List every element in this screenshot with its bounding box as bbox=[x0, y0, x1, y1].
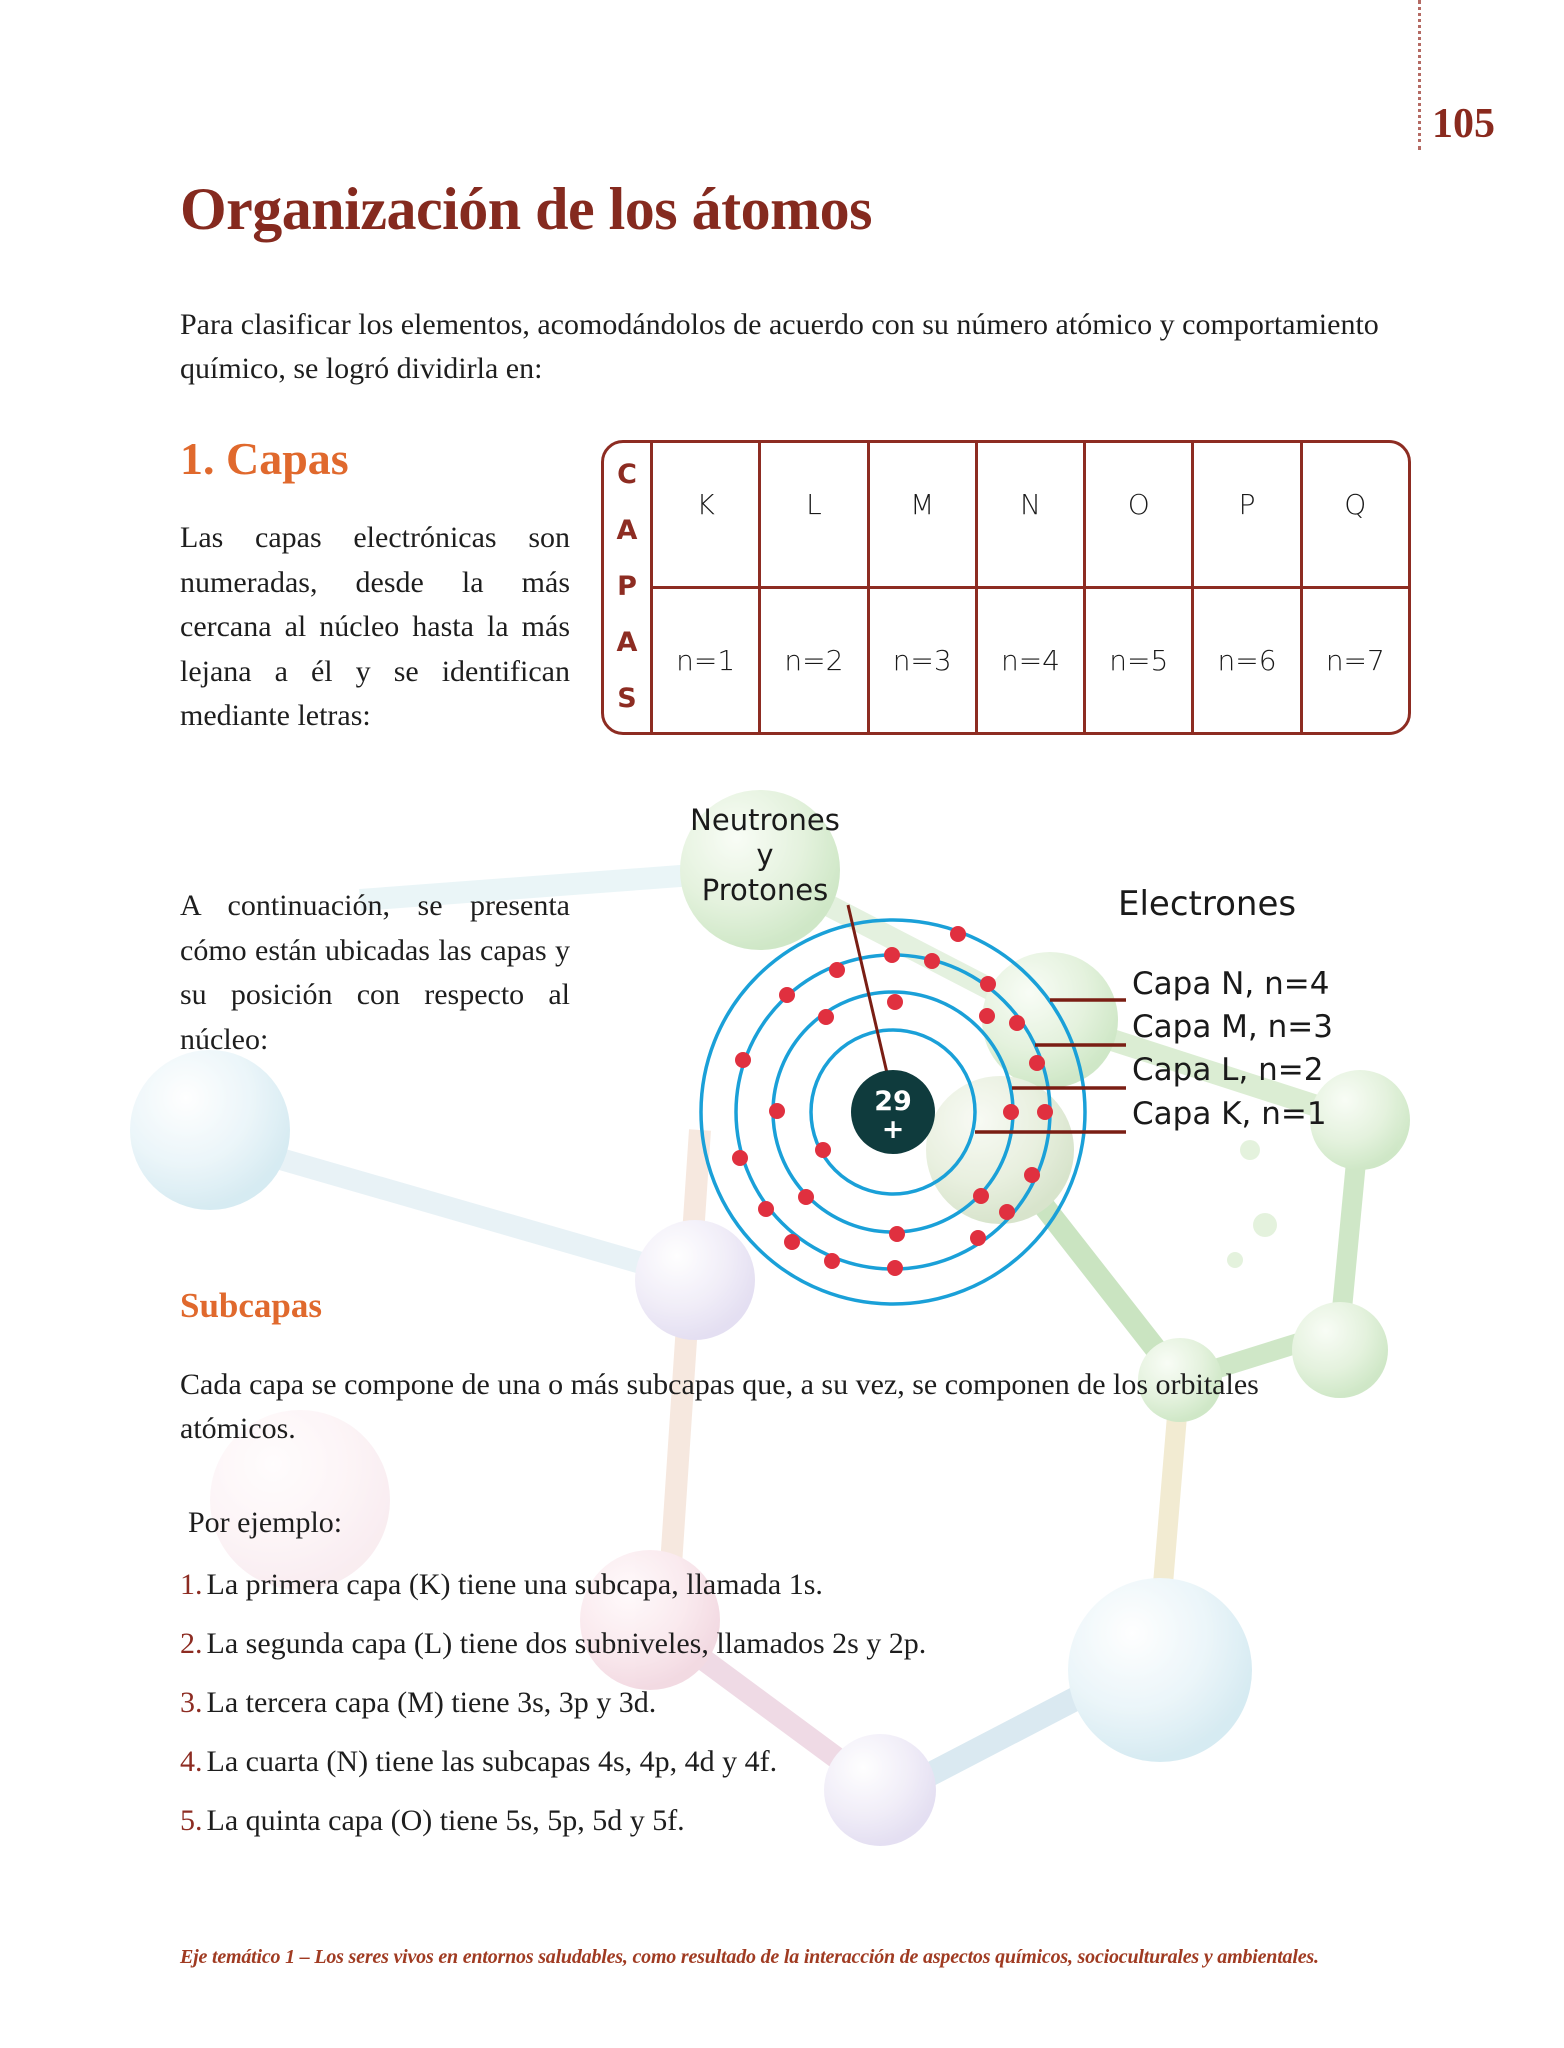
list-number: 3. bbox=[180, 1686, 203, 1719]
list-number: 5. bbox=[180, 1804, 203, 1837]
list-text: La quinta capa (O) tiene 5s, 5p, 5d y 5f. bbox=[206, 1804, 685, 1837]
label-electrones: Electrones bbox=[1118, 884, 1297, 924]
list-number: 2. bbox=[180, 1627, 203, 1660]
list-item bbox=[180, 1627, 926, 1686]
shell-letter: N bbox=[978, 443, 1083, 589]
label-neutrones-protones bbox=[670, 803, 860, 908]
side-letter: A bbox=[616, 626, 638, 658]
shell-letter: L bbox=[761, 443, 866, 589]
page-footer: Eje temático 1 – Los seres vivos en entornos saludables, como resultado de la interacción de aspectos químicos, socioculturales y ambientales. bbox=[180, 1946, 1319, 1968]
section-heading-subcapas: Subcapas bbox=[180, 1286, 323, 1325]
shell-letter: P bbox=[1194, 443, 1299, 589]
nucleus-label bbox=[851, 1088, 935, 1144]
side-letter: P bbox=[617, 570, 637, 602]
side-letter: C bbox=[617, 459, 637, 491]
list-text: La tercera capa (M) tiene 3s, 3p y 3d. bbox=[206, 1686, 657, 1719]
shell-letter: K bbox=[653, 443, 758, 589]
list-item bbox=[180, 1568, 926, 1627]
shell-letter: M bbox=[870, 443, 975, 589]
shell-letter: O bbox=[1086, 443, 1191, 589]
list-item bbox=[180, 1745, 926, 1804]
label-line: Neutrones bbox=[690, 803, 840, 837]
nucleus-leader-line bbox=[848, 905, 887, 1073]
examples-list bbox=[180, 1568, 926, 1863]
diagram-intro-paragraph: A continuación, se presenta cómo están ubicadas las capas y su posición con respecto al núcleo: bbox=[180, 889, 570, 1056]
label-capa-k: Capa K, n=1 bbox=[1132, 1096, 1327, 1132]
label-capa-n: Capa N, n=4 bbox=[1132, 966, 1330, 1002]
shell-letter: Q bbox=[1303, 443, 1408, 589]
label-capa-m: Capa M, n=3 bbox=[1132, 1009, 1333, 1045]
capas-description: Las capas electrónicas son numeradas, desde la más cercana al núcleo hasta la más lejana a él y se identifican mediante letras: bbox=[180, 521, 570, 732]
page-number: 105 bbox=[1432, 101, 1495, 147]
example-lead: Por ejemplo: bbox=[188, 1506, 343, 1539]
label-line: Protones bbox=[701, 873, 829, 907]
list-text: La primera capa (K) tiene una subcapa, llamada 1s. bbox=[206, 1568, 823, 1601]
intro-paragraph: Para clasificar los elementos, acomodándolos de acuerdo con su número atómico y comportamiento químico, se logró dividirla en: bbox=[180, 308, 1379, 385]
shell-number: n=3 bbox=[892, 644, 952, 677]
list-number: 4. bbox=[180, 1745, 203, 1778]
shell-number: n=6 bbox=[1217, 644, 1277, 677]
list-number: 1. bbox=[180, 1568, 203, 1601]
shell-number: n=1 bbox=[676, 644, 736, 677]
shell-number: n=7 bbox=[1325, 644, 1385, 677]
nucleus-number: 29 bbox=[874, 1086, 912, 1117]
list-item bbox=[180, 1804, 926, 1863]
shell-number: n=5 bbox=[1109, 644, 1169, 677]
label-line: y bbox=[756, 838, 774, 872]
subcapas-paragraph: Cada capa se compone de una o más subcapas que, a su vez, se componen de los orbitales atómicos. bbox=[180, 1368, 1259, 1445]
shell-number: n=2 bbox=[784, 644, 844, 677]
side-letter: A bbox=[616, 515, 638, 547]
list-item bbox=[180, 1686, 926, 1745]
list-text: La segunda capa (L) tiene dos subniveles, llamados 2s y 2p. bbox=[206, 1627, 927, 1660]
label-capa-l: Capa L, n=2 bbox=[1132, 1052, 1324, 1088]
shell-number: n=4 bbox=[1000, 644, 1060, 677]
page-title: Organización de los átomos bbox=[180, 176, 872, 242]
section-heading-capas: 1. Capas bbox=[180, 433, 349, 484]
list-text: La cuarta (N) tiene las subcapas 4s, 4p, 4d y 4f. bbox=[206, 1745, 778, 1778]
side-letter: S bbox=[617, 682, 637, 714]
nucleus-charge: + bbox=[881, 1114, 905, 1145]
